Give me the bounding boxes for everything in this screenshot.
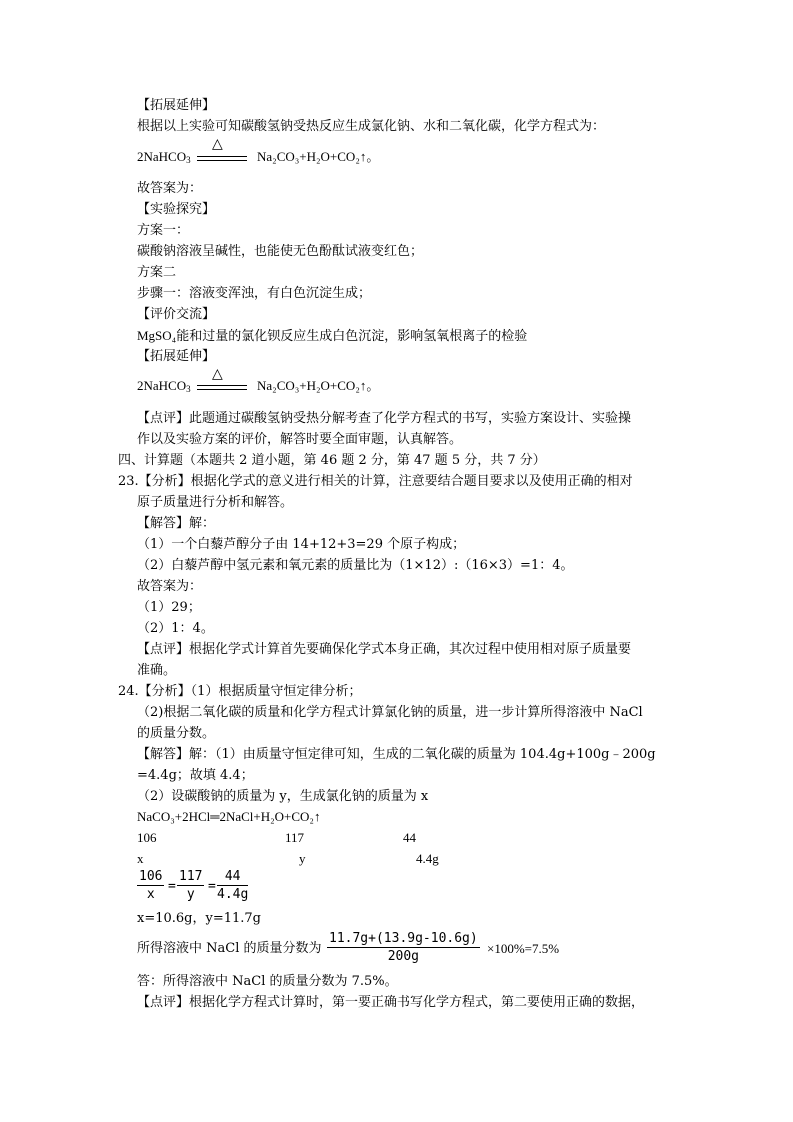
text-line: 原子质量进行分析和解答。 — [137, 495, 294, 510]
text-line: 方案一： — [137, 223, 190, 238]
text-line: =4.4g；故填 4.4； — [137, 768, 254, 783]
answer-heading: 【解答】解：（1）由质量守恒定律可知，生成的二氧化碳的质量为 104.4g+100g﹣200g — [137, 747, 656, 762]
section-heading-extension: 【拓展延伸】 — [137, 349, 216, 364]
mass-value: 117 — [285, 830, 305, 845]
section-title-calculation: 四、计算题（本题共 2 道小题，第 46 题 2 分，第 47 题 5 分，共 7 分） — [118, 453, 546, 468]
mass-value: 44 — [403, 830, 416, 845]
text-line: MgSO₄能和过量的氯化钡反应生成白色沉淀，影响氢氧根离子的检验 — [137, 328, 528, 344]
mass-value: x — [137, 851, 144, 866]
question-24-analysis: 24.【分析】（1）根据质量守恒定律分析； — [118, 684, 362, 699]
comment-line: 【点评】根据化学式计算首先要确保化学式本身正确，其次过程中使用相对原子质量要 — [137, 642, 632, 657]
answer-heading: 【解答】解： — [137, 516, 216, 531]
comment-line: 【点评】根据化学方程式计算时，第一要正确书写化学方程式，第二要使用正确的数据， — [137, 995, 645, 1010]
fraction: $\frac{11.7g+(13.9g-10.6g)}{200g}$ — [329, 931, 478, 964]
section-heading-evaluation: 【评价交流】 — [137, 307, 216, 322]
heat-condition: △ — [212, 366, 223, 382]
text-line: 的质量分数。 — [137, 726, 216, 741]
text-line: （2)根据二氧化碳的质量和化学方程式计算氯化钠的质量，进一步计算所得溶液中 NaCl — [137, 705, 643, 720]
equation-left: 2NaHCO$_3$ — [137, 149, 191, 165]
heat-condition: △ — [212, 136, 223, 152]
text-line: 故答案为： — [137, 181, 203, 196]
reaction-equation: NaCO₃+2HCl═2NaCl+H₂O+CO₂↑ — [137, 809, 321, 824]
comment-line: 准确。 — [137, 663, 177, 678]
question-23-analysis: 23.【分析】根据化学式的意义进行相关的计算，注意要结合题目要求以及使用正确的相对 — [118, 474, 633, 489]
equation-left: 2NaHCO$_3$ — [137, 378, 191, 394]
mass-value: 4.4g — [416, 851, 439, 866]
comment-line: 【点评】此题通过碳酸氢钠受热分解考查了化学方程式的书写，实验方案设计、实验操 — [137, 411, 632, 426]
mass-value: y — [299, 851, 306, 866]
conclusion-line: 答：所得溶液中 NaCl 的质量分数为 7.5%。 — [137, 974, 398, 989]
text-line: 碳酸钠溶液呈碱性，也能使无色酚酞试液变红色； — [137, 244, 424, 259]
text-line: （1）29； — [137, 600, 201, 615]
text-line: （2）1：4。 — [137, 621, 214, 636]
fraction: $\frac{106}{x}$ — [139, 869, 163, 902]
text-line: 根据以上实验可知碳酸氢钠受热反应生成氯化钠、水和二氧化碳，化学方程式为： — [137, 119, 606, 134]
equals-sign: = — [208, 879, 216, 894]
text-line: （2）白藜芦醇中氢元素和氧元素的质量比为（1×12）:（16×3）=1：4。 — [137, 558, 574, 573]
text-line: （1）一个白藜芦醇分子由 14+12+3=29 个原子构成； — [137, 537, 466, 552]
mass-value: 106 — [137, 830, 157, 845]
equation-right: Na₂CO₃+H₂O+CO₂↑。 — [257, 378, 380, 393]
equals-sign: = — [168, 879, 176, 894]
equation-right: Na₂CO₃+H₂O+CO₂↑。 — [257, 149, 380, 164]
section-heading-experiment: 【实验探究】 — [137, 202, 216, 217]
fraction: $\frac{44}{4.4g}$ — [217, 869, 249, 902]
comment-line: 作以及实验方案的评价，解答时要全面审题，认真解答。 — [137, 432, 463, 447]
fraction: $\frac{117}{y}$ — [179, 869, 203, 902]
result-line: x=10.6g，y=11.7g — [137, 911, 261, 926]
text-line: 所得溶液中 NaCl 的质量分数为 — [137, 941, 322, 956]
equation-arrow — [197, 156, 247, 161]
text-line: 方案二 — [137, 265, 177, 280]
text-line: ×100%=7.5% — [487, 941, 560, 956]
text-line: 故答案为： — [137, 579, 203, 594]
equation-arrow — [197, 385, 247, 390]
text-line: 步骤一：溶液变浑浊，有白色沉淀生成； — [137, 286, 372, 301]
section-heading-extension: 【拓展延伸】 — [137, 98, 216, 113]
text-line: （2）设碳酸钠的质量为 y，生成氯化钠的质量为 x — [137, 789, 429, 804]
